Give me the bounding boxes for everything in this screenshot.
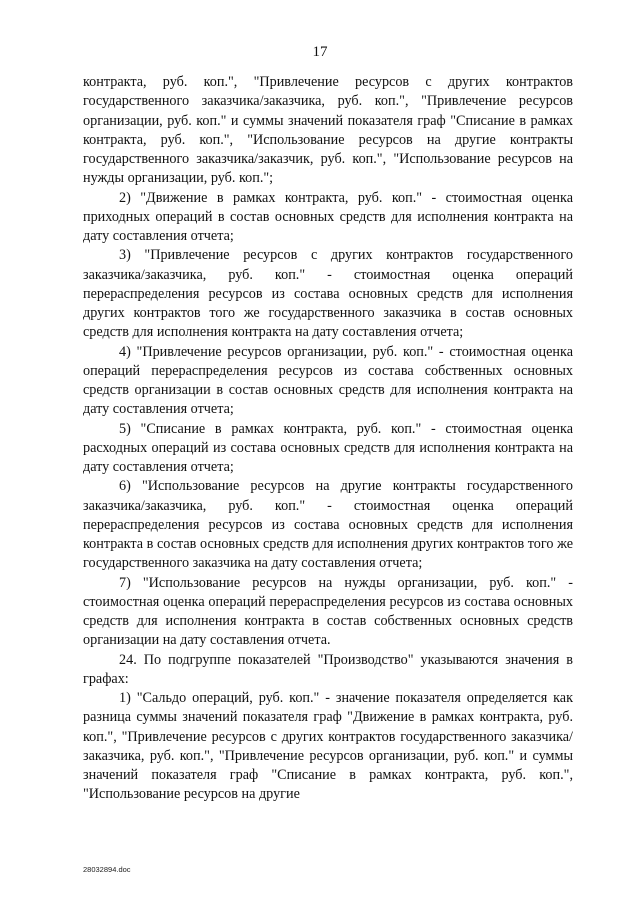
paragraph-item-2: 2) "Движение в рамках контракта, руб. коп." - стоимостная оценка приходных операций в состав основных средств для исполнения контракта на дату составления отчета; <box>83 189 573 244</box>
paragraph-item-7: 7) "Использование ресурсов на нужды организации, руб. коп." - стоимостная оценка операций перераспределения ресурсов из состава основных средств для исполнения контракта в состав собственных основных средств организации на дату составления отчета. <box>83 574 573 649</box>
page-number: 17 <box>312 44 328 60</box>
paragraph-section-24-item-1: 1) "Сальдо операций, руб. коп." - значение показателя определяется как разница суммы значений показателя граф "Движение в рамках контракта, руб. коп.", "Привлечение ресурсов с других контрактов государственного заказчика/заказчика, руб. коп.", "Привлечение ресурсов организации, руб. коп." и суммы значений показателя граф "Списание в рамках контракта, руб. коп.", "Использование ресурсов на другие <box>83 690 573 803</box>
document-file-id: 28032894.doc <box>83 865 131 874</box>
document-body <box>83 73 573 805</box>
paragraph-section-24: 24. По подгруппе показателей "Производство" указываются значения в графах: <box>83 651 573 687</box>
paragraph-continuation: контракта, руб. коп.", "Привлечение ресурсов с других контрактов государственного заказчика/заказчика, руб. коп.", "Привлечение ресурсов организации, руб. коп." и суммы значений показателя граф "Списание в рамках контракта, руб. коп.", "Использование ресурсов на другие контракты государственного заказчика/заказчик, руб. коп.", "Использование ресурсов на нужды организации, руб. коп."; <box>83 74 573 187</box>
paragraph-item-6: 6) "Использование ресурсов на другие контракты государственного заказчика/заказчика, руб. коп." - стоимостная оценка операций перераспределения ресурсов из состава основных средств для исполнения контракта в состав основных средств для исполнения других контрактов того же государственного заказчика на дату составления отчета; <box>83 478 573 572</box>
paragraph-item-5: 5) "Списание в рамках контракта, руб. коп." - стоимостная оценка расходных операций из состава основных средств для исполнения контракта на дату составления отчета; <box>83 420 573 475</box>
paragraph-item-3: 3) "Привлечение ресурсов с других контрактов государственного заказчика/заказчика, руб. коп." - стоимостная оценка операций перераспределения ресурсов из состава основных средств для исполнения других контрактов того же государственного заказчика в состав основных средств для исполнения контракта на дату составления отчета; <box>83 247 573 341</box>
paragraph-item-4: 4) "Привлечение ресурсов организации, руб. коп." - стоимостная оценка операций перераспределения ресурсов из состава собственных основных средств организации в состав основных средств для исполнения контракта на дату составления отчета; <box>83 343 573 418</box>
